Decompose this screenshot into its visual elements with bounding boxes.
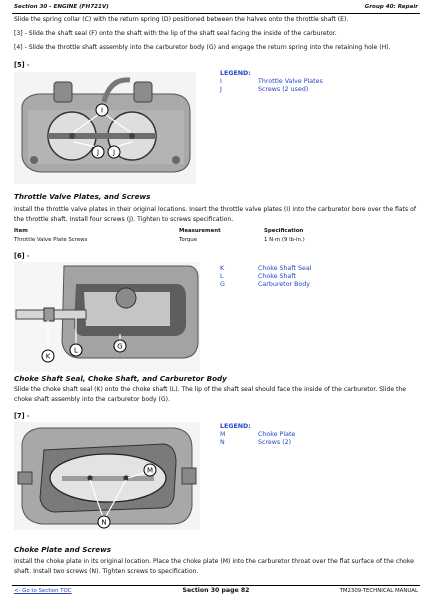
step-7-label: [7] -: [14, 412, 30, 420]
legend-item: G Carburetor Body: [220, 281, 310, 289]
page-number: Section 30 page 82: [182, 587, 250, 594]
section-toc-link[interactable]: <- Go to Section TOC: [14, 588, 72, 594]
legend-item: L Choke Shaft: [220, 273, 296, 281]
legend-item: K Choke Shaft Seal: [220, 265, 312, 272]
page-footer: [12, 585, 420, 596]
svg-text:G: G: [117, 342, 123, 351]
step-6-body: Slide the choke shaft seal (K) onto the choke shaft (L). The lip of the shaft seal should face the inside of the carburetor. Slide the choke shaft assembly into the carburetor body (G).: [14, 386, 407, 403]
spec-table: [14, 226, 418, 244]
legend-item: I Throttle Valve Plates: [220, 78, 323, 86]
svg-text:M: M: [146, 466, 154, 475]
svg-text:N: N: [101, 518, 107, 527]
step-7-legend: [220, 423, 295, 448]
spec-header-row: Item Measurement Specification: [14, 227, 304, 234]
section-title: Section 30 - ENGINE (FH721V): [14, 4, 109, 10]
legend-item: N Screws (2): [220, 439, 292, 447]
step-6-heading: Choke Shaft Seal, Choke Shaft, and Carburetor Body: [14, 374, 227, 383]
legend-title: LEGEND:: [220, 70, 251, 77]
step-3-text: [3] - Slide the shaft seal (F) onto the shaft with the lip of the shaft seal facing the inside of the carburetor.: [14, 30, 337, 37]
step-5-heading: Throttle Valve Plates, and Screws: [14, 192, 151, 201]
svg-text:K: K: [45, 352, 51, 361]
step-5-legend: [220, 70, 323, 95]
step-7-heading: Choke Plate and Screws: [14, 545, 112, 554]
intro-line: Slide the spring collar (C) with the return spring (D) positioned between the halves onto the throttle shaft (E).: [14, 16, 349, 23]
page-header: [12, 4, 420, 14]
step-6-legend: [220, 265, 311, 290]
choke-shaft-photo: [14, 262, 200, 372]
legend-title: LEGEND:: [220, 423, 251, 430]
group-title: Group 40: Repair: [364, 4, 418, 10]
legend-item: J Screws (2 used): [220, 86, 309, 94]
svg-text:L: L: [74, 346, 78, 355]
step-7-body: Install the choke plate in its original location. Place the choke plate (M) into the carburetor throat over the flat surface of the choke shaft. Install two screws (N). Tighten screws to specification.: [14, 558, 414, 575]
throttle-valve-photo: [14, 72, 196, 184]
manual-title: TM2309-TECHNICAL MANUAL: [339, 588, 418, 594]
step-6-label: [6] -: [14, 252, 30, 260]
svg-text:J: J: [96, 148, 100, 157]
svg-text:I: I: [100, 106, 104, 115]
step-5-label: [5] -: [14, 61, 30, 69]
svg-text:J: J: [112, 148, 116, 157]
choke-plate-photo: [14, 422, 200, 530]
step-4-text: [4] - Slide the throttle shaft assembly into the carburetor body (G) and engage the return spring into the retaining hole (H).: [14, 44, 391, 51]
spec-row: Throttle Valve Plate Screws Torque 1 N·m (9 lb-in.): [14, 236, 305, 243]
step-5-body: Install the throttle valve plates in their original locations. Insert the throttle valve plates (I) into the carburetor bore over the flats of the throttle shaft. Install four screws (J). Tighten to screws specification.: [14, 206, 417, 223]
legend-item: M Choke Plate: [220, 431, 296, 439]
